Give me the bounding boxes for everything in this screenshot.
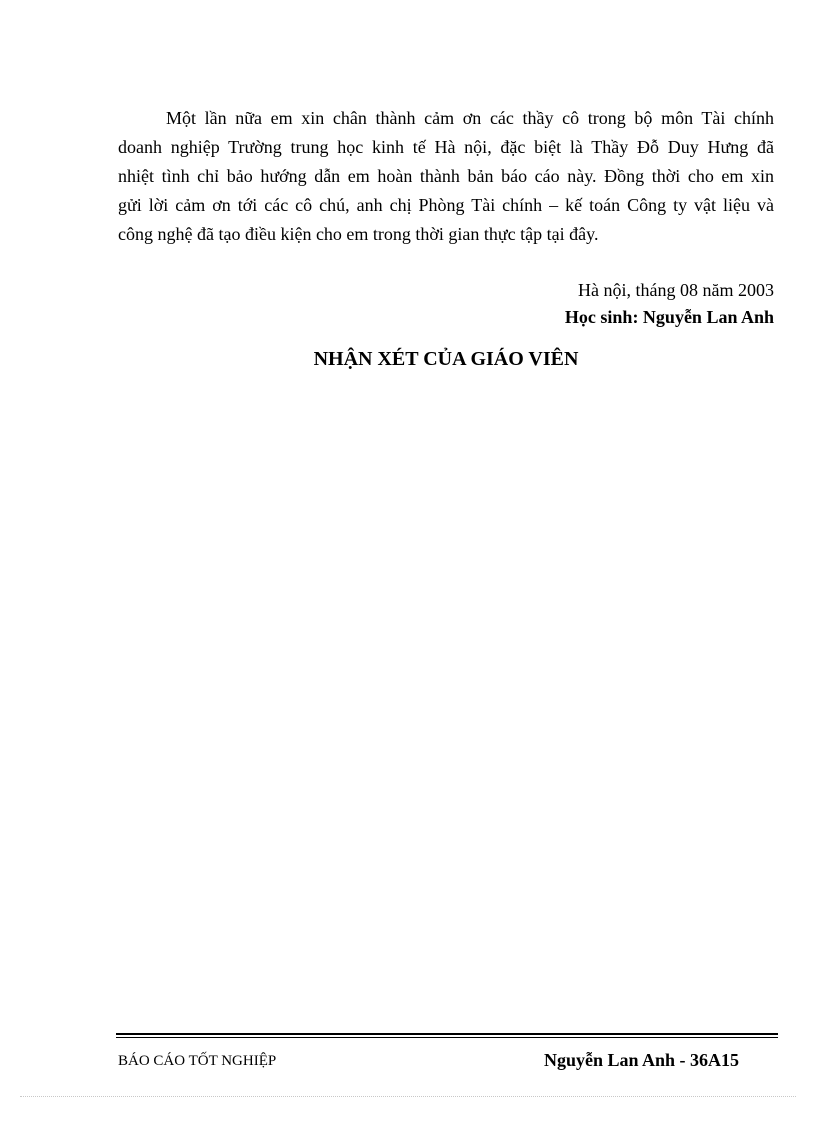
footer-rule-thin [116, 1037, 778, 1038]
student-signature: Học sinh: Nguyễn Lan Anh [564, 307, 774, 327]
page-bottom-dotted-divider [20, 1096, 796, 1097]
footer-rule [116, 1033, 778, 1035]
acknowledgement-paragraph [118, 104, 774, 249]
paragraph-line: công nghệ đã tạo điều kiện cho em trong thời gian thực tập tại đây. [118, 224, 599, 244]
section-heading: NHẬN XÉT CỦA GIÁO VIÊN [313, 348, 579, 370]
paragraph-line: nhiệt tình chỉ bảo hướng dẫn em hoàn thành bản báo cáo này. Đồng thời cho em xin [118, 166, 774, 186]
paragraph-line: gửi lời cảm ơn tới các cô chú, anh chị Phòng Tài chính – kế toán Công ty vật liệu và [118, 195, 774, 215]
paragraph-line: Một lần nữa em xin chân thành cảm ơn các thầy cô trong bộ môn Tài chính [166, 108, 774, 128]
place-date: Hà nội, tháng 08 năm 2003 [578, 280, 774, 300]
footer-report-title: BÁO CÁO TỐT NGHIỆP [118, 1053, 277, 1069]
paragraph-line: doanh nghiệp Trường trung học kinh tế Hà nội, đặc biệt là Thầy Đỗ Duy Hưng đã [118, 137, 774, 157]
footer-author: Nguyễn Lan Anh - 36A15 [543, 1050, 739, 1070]
